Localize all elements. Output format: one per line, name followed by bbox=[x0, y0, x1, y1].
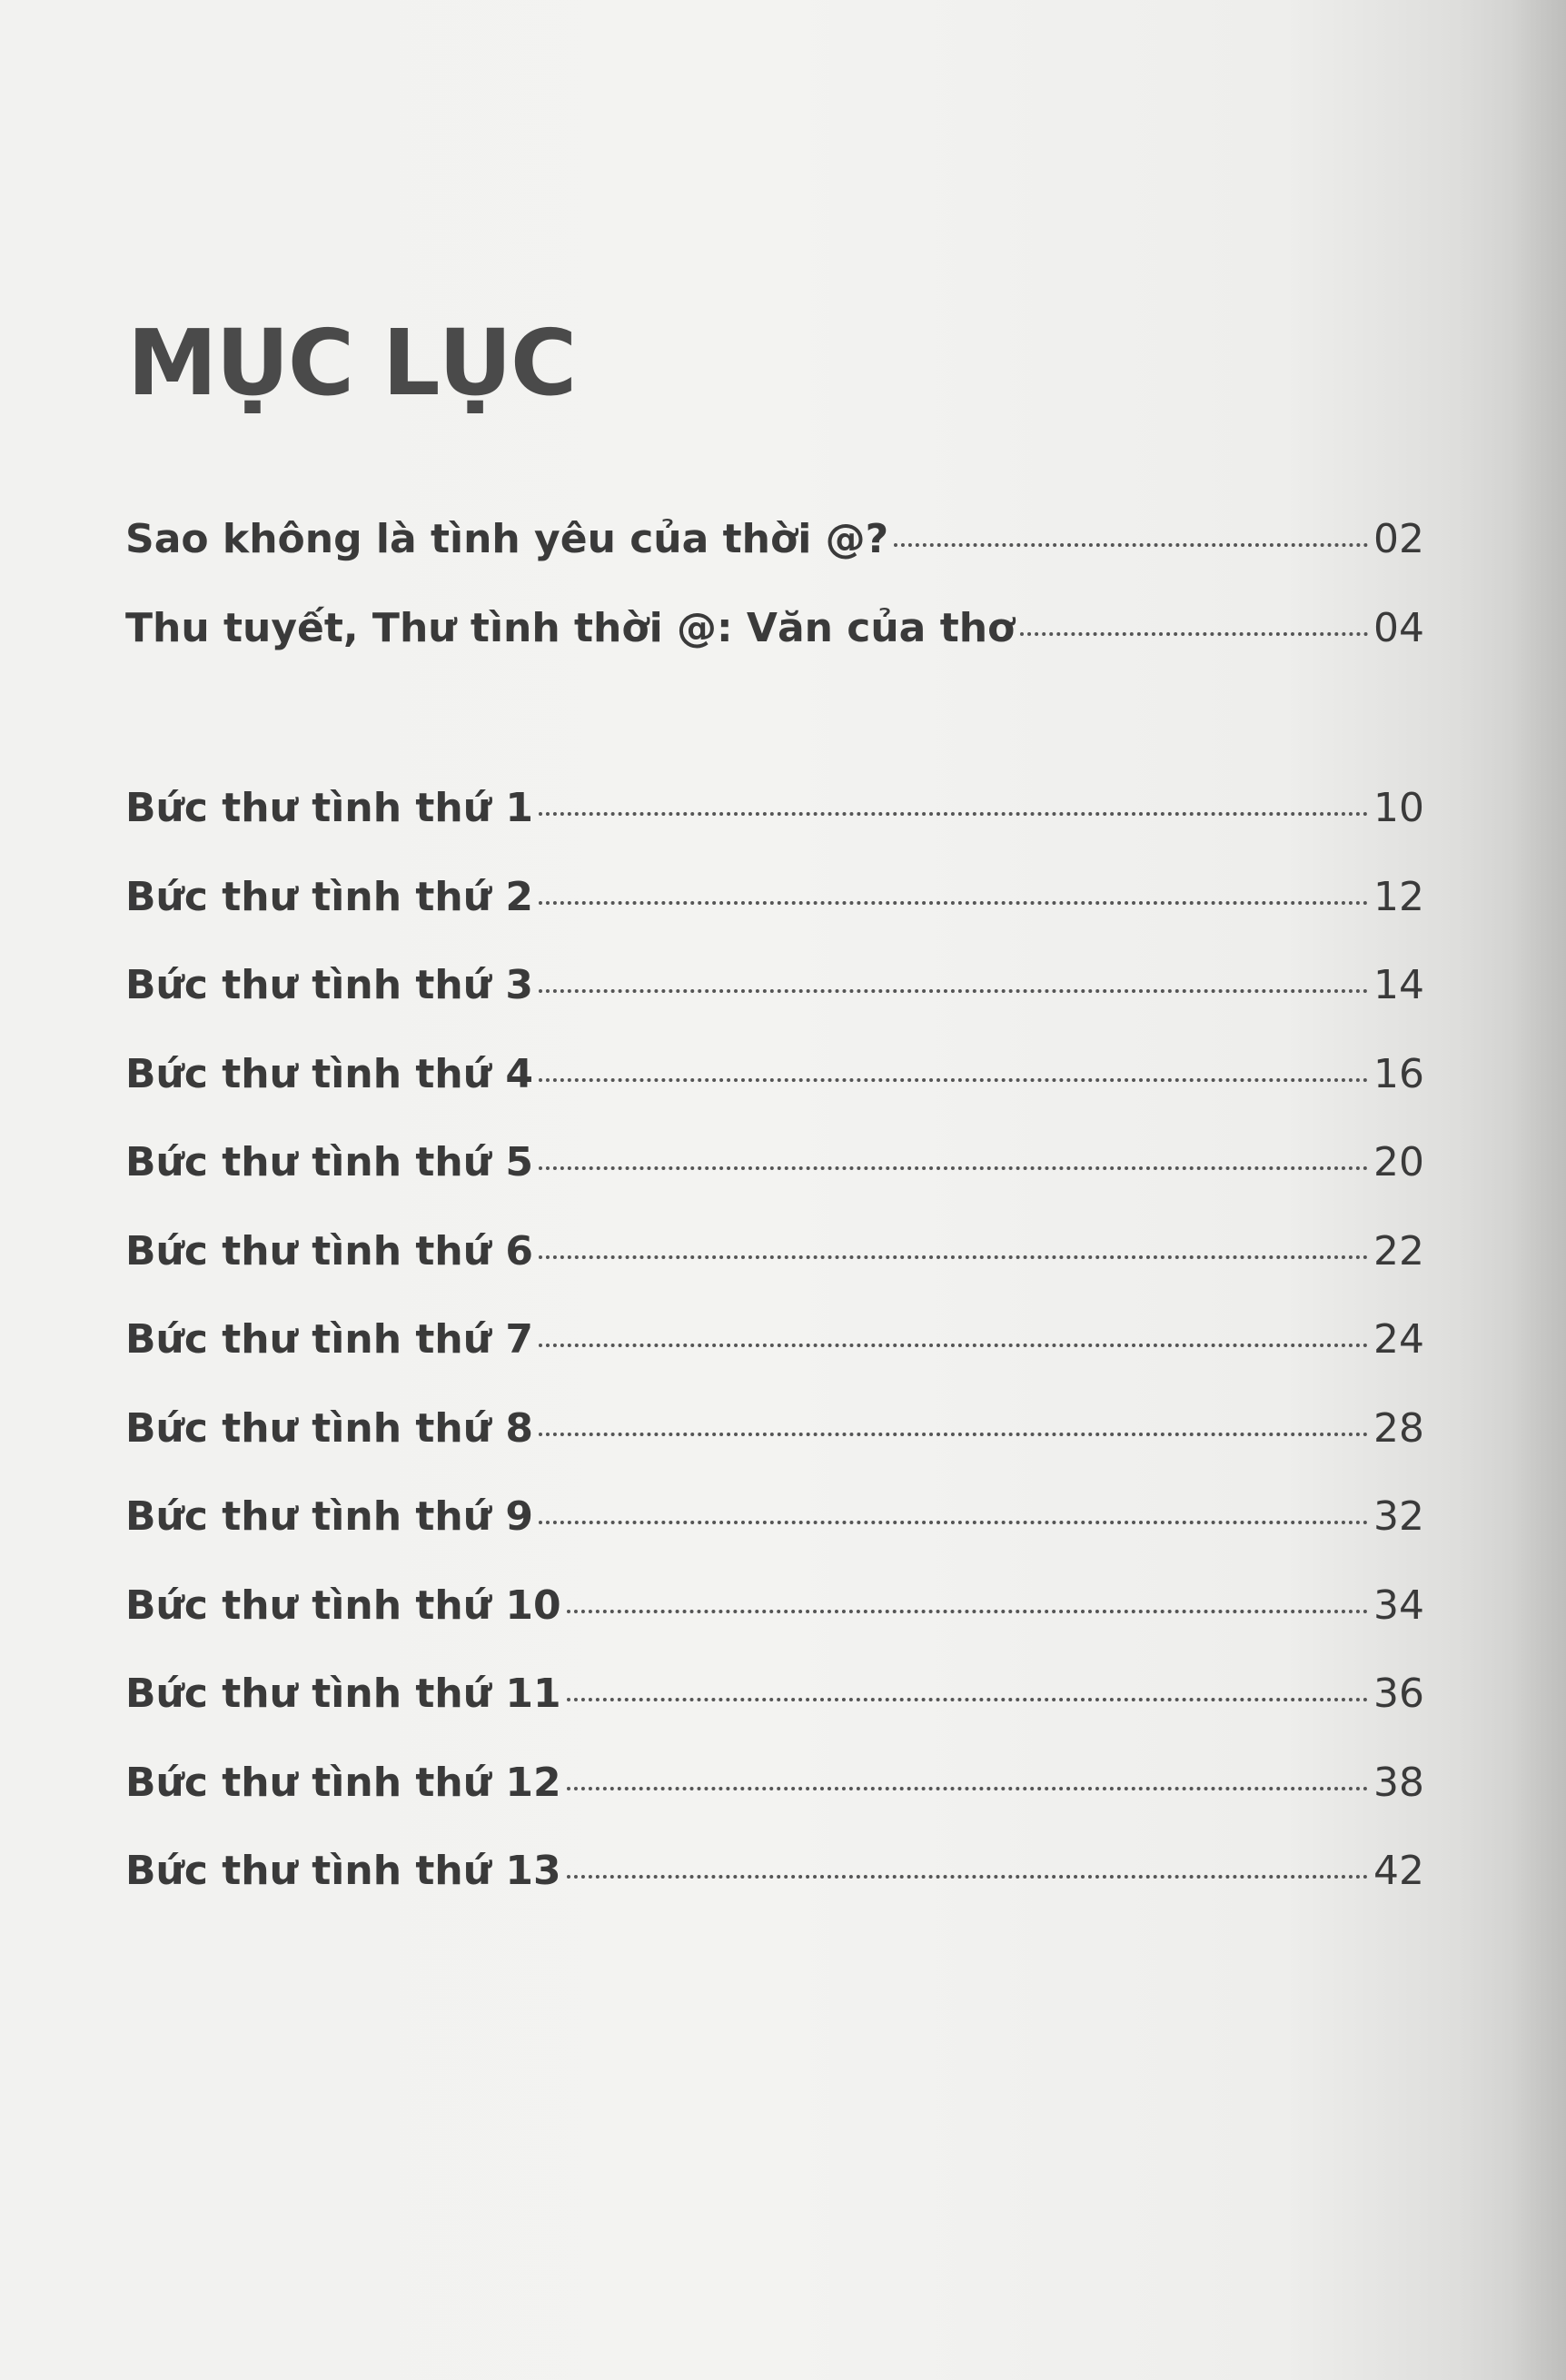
toc-entry-page: 02 bbox=[1373, 516, 1424, 562]
toc-entry-page: 38 bbox=[1373, 1759, 1424, 1806]
toc-entry-page: 10 bbox=[1373, 785, 1424, 831]
toc-entry bbox=[125, 1139, 1424, 1232]
toc-entry-title: Bức thư tình thứ 13 bbox=[125, 1848, 561, 1894]
dot-leader bbox=[539, 1433, 1368, 1436]
dot-leader bbox=[539, 989, 1368, 993]
toc-intro-list bbox=[125, 516, 1424, 698]
toc-entry-title: Bức thư tình thứ 3 bbox=[125, 962, 533, 1008]
toc-entry-title: Bức thư tình thứ 5 bbox=[125, 1139, 533, 1185]
toc-entry-title: Bức thư tình thứ 8 bbox=[125, 1404, 533, 1452]
toc-entry-page: 36 bbox=[1373, 1671, 1424, 1717]
toc-entry-title: Thu tuyết, Thư tình thời @: Văn của thơ bbox=[125, 605, 1016, 651]
toc-heading: MỤC LỤC bbox=[127, 310, 576, 416]
toc-entry-page: 28 bbox=[1373, 1404, 1424, 1452]
toc-entry-title: Bức thư tình thứ 11 bbox=[125, 1671, 561, 1717]
toc-entry-page: 14 bbox=[1373, 962, 1424, 1008]
toc-entry-page: 04 bbox=[1373, 605, 1424, 651]
toc-entry bbox=[125, 873, 1424, 967]
toc-entry-page: 20 bbox=[1373, 1139, 1424, 1185]
toc-entry-page: 32 bbox=[1373, 1493, 1424, 1540]
dot-leader bbox=[539, 812, 1368, 816]
dot-leader bbox=[1020, 632, 1368, 636]
toc-entry-title: Bức thư tình thứ 10 bbox=[125, 1582, 561, 1629]
dot-leader bbox=[567, 1875, 1368, 1879]
toc-entry-title: Bức thư tình thứ 4 bbox=[125, 1050, 533, 1097]
toc-entry-title: Bức thư tình thứ 9 bbox=[125, 1493, 533, 1540]
toc-entry bbox=[125, 1227, 1424, 1321]
page-edge-shadow bbox=[1511, 0, 1566, 2380]
toc-entry bbox=[125, 1316, 1424, 1409]
dot-leader bbox=[539, 1521, 1368, 1524]
dot-leader bbox=[539, 1255, 1368, 1259]
dot-leader bbox=[539, 1078, 1368, 1082]
dot-leader bbox=[539, 1166, 1368, 1170]
toc-entry bbox=[125, 1759, 1424, 1852]
toc-entry bbox=[125, 1493, 1424, 1586]
toc-entry bbox=[125, 1582, 1424, 1675]
dot-leader bbox=[567, 1787, 1368, 1790]
dot-leader bbox=[567, 1610, 1368, 1613]
dot-leader bbox=[894, 543, 1368, 547]
toc-entry bbox=[125, 962, 1424, 1055]
toc-entry-title: Bức thư tình thứ 1 bbox=[125, 785, 533, 831]
toc-entry bbox=[125, 1671, 1424, 1763]
dot-leader bbox=[567, 1698, 1368, 1701]
toc-entry-page: 22 bbox=[1373, 1227, 1424, 1274]
toc-entry bbox=[125, 516, 1424, 609]
toc-entry-title: Bức thư tình thứ 12 bbox=[125, 1759, 561, 1806]
toc-entry-page: 34 bbox=[1373, 1582, 1424, 1629]
toc-entry-page: 12 bbox=[1373, 873, 1424, 920]
toc-entry bbox=[125, 1050, 1424, 1144]
toc-entry-title: Bức thư tình thứ 7 bbox=[125, 1316, 533, 1363]
toc-entry bbox=[125, 1404, 1424, 1498]
toc-entry bbox=[125, 605, 1424, 698]
toc-entry-title: Sao không là tình yêu của thời @? bbox=[125, 516, 889, 562]
toc-entry-page: 24 bbox=[1373, 1316, 1424, 1363]
toc-entry-page: 16 bbox=[1373, 1050, 1424, 1097]
toc-entry-title: Bức thư tình thứ 6 bbox=[125, 1227, 533, 1274]
toc-entry-page: 42 bbox=[1373, 1848, 1424, 1894]
toc-entry-title: Bức thư tình thứ 2 bbox=[125, 873, 533, 920]
toc-entry bbox=[125, 785, 1424, 878]
toc-letters-list bbox=[125, 785, 1424, 1940]
toc-entry bbox=[125, 1848, 1424, 1940]
dot-leader bbox=[539, 901, 1368, 905]
dot-leader bbox=[539, 1344, 1368, 1347]
